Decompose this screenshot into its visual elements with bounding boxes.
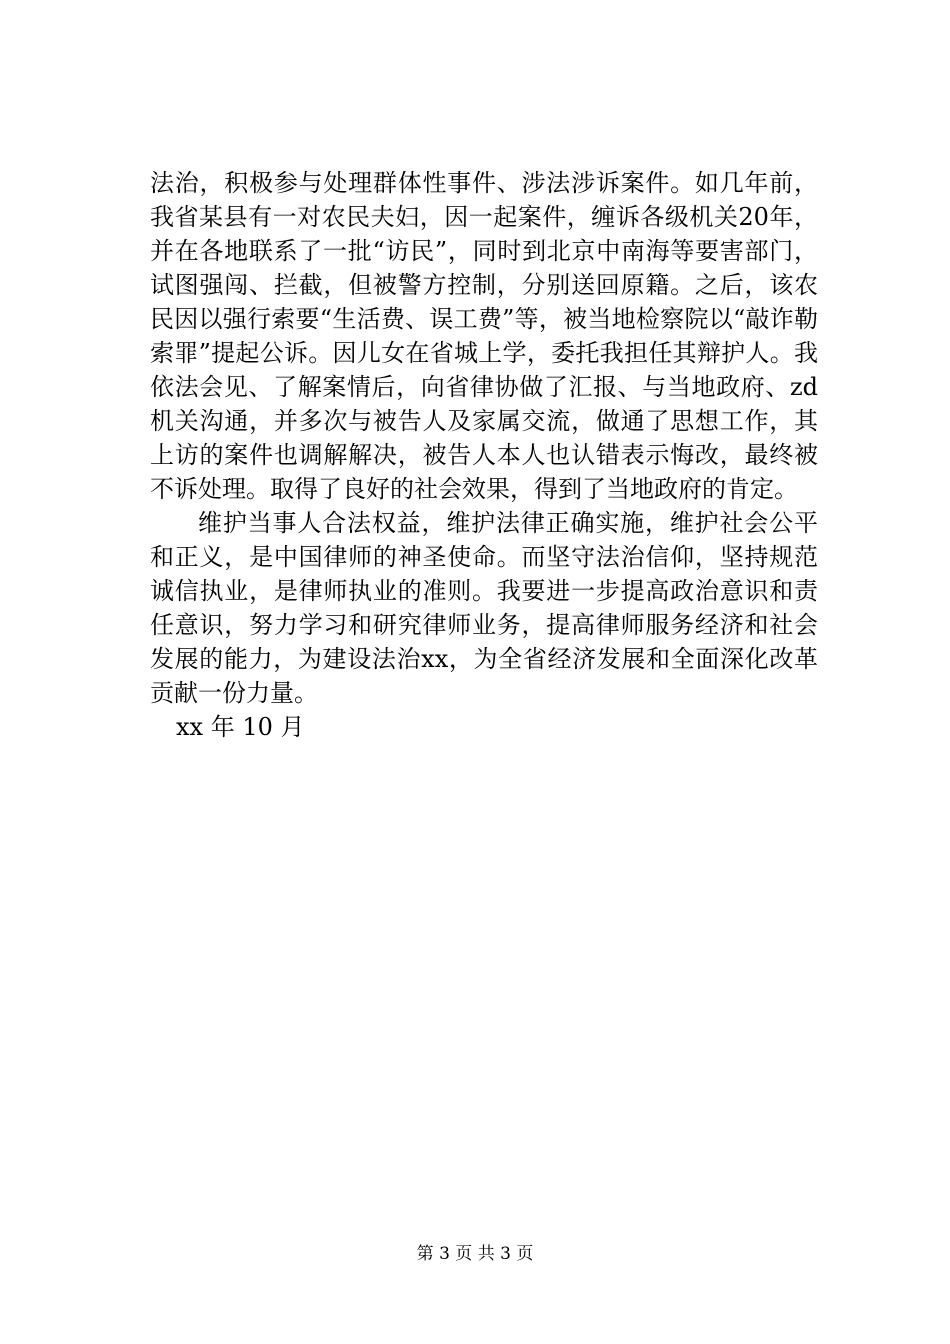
page-footer: 第 3 页 共 3 页 (416, 1244, 534, 1264)
document-body (150, 166, 818, 744)
paragraph-continuation: 法治，积极参与处理群体性事件、涉法涉诉案件。如几年前，我省某县有一对农民夫妇，因一起案件，缠诉各级机关20年，并在各地联系了一批“访民”，同时到北京中南海等要害部门，试图强闯、拦截，但被警方控制，分别送回原籍。之后，该农民因以强行索要“生活费、误工费”等，被当地检察院以“敲诈勒索罪”提起公诉。因儿女在省城上学，委托我担任其辩护人。我依法会见、了解案情后，向省律协做了汇报、与当地政府、zd机关沟通，并多次与被告人及家属交流，做通了思想工作，其上访的案件也调解解决，被告人本人也认错表示悔改，最终被不诉处理。取得了良好的社会效果，得到了当地政府的肯定。 (150, 169, 818, 503)
document-date: xx 年 10 月 (176, 713, 305, 741)
paragraph-conclusion: 维护当事人合法权益，维护法律正确实施，维护社会公平和正义，是中国律师的神圣使命。而坚守法治信仰，坚持规范诚信执业，是律师执业的准则。我要进一步提高政治意识和责任意识，努力学习和研究律师业务，提高律师服务经济和社会发展的能力，为建设法治xx，为全省经济发展和全面深化改革贡献一份力量。 (150, 509, 818, 707)
